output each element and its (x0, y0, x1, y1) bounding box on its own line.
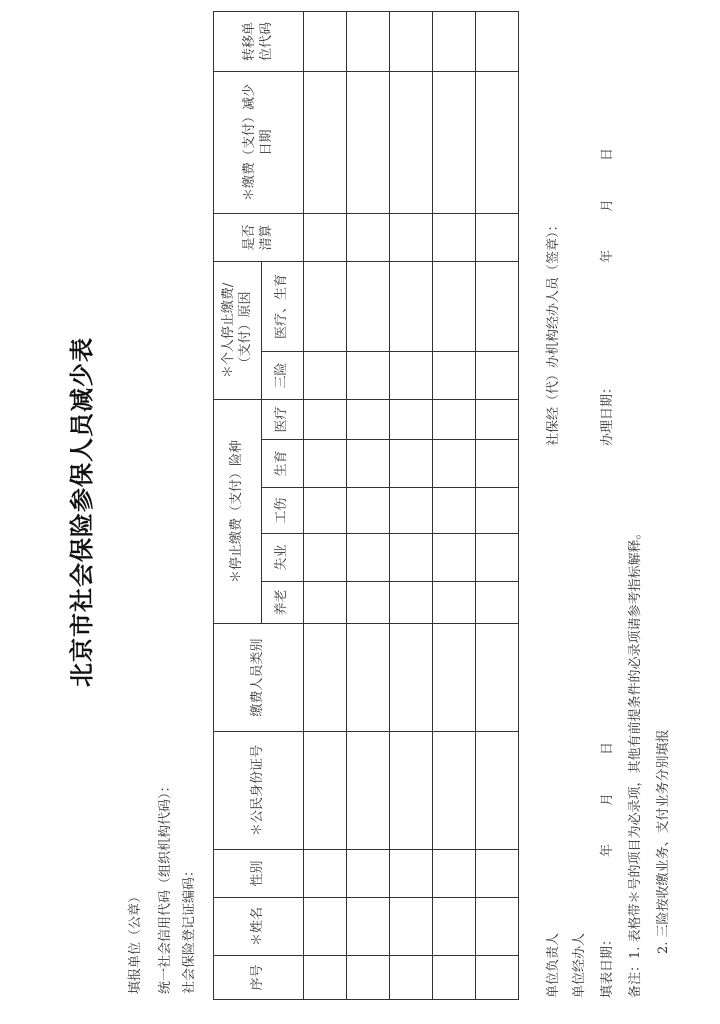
note-line-1: 备注：1. 表格带＊号的项目为必录项，其他有前提条件的必录项请参考指标解释。 (628, 526, 643, 998)
filing-unit-label: 填报单位（公章） (128, 889, 143, 994)
table-cell[interactable] (304, 261, 347, 351)
page-title: 北京市社会保险参保人员减少表 (68, 337, 96, 687)
table-cell[interactable] (390, 351, 433, 399)
table-cell[interactable] (347, 213, 390, 261)
table-cell[interactable] (304, 351, 347, 399)
table-cell[interactable] (433, 71, 476, 213)
table-cell[interactable] (347, 488, 390, 534)
table-cell[interactable] (433, 534, 476, 582)
table-cell[interactable] (390, 11, 433, 71)
table-cell[interactable] (347, 440, 390, 488)
table-cell[interactable] (433, 440, 476, 488)
process-date-month: 月 (600, 198, 615, 212)
col-maternity: 生育 (262, 440, 304, 488)
process-date-day: 日 (600, 147, 615, 161)
table-cell[interactable] (433, 956, 476, 1000)
table-row (347, 11, 390, 999)
table-cell[interactable] (347, 534, 390, 582)
col-name: ＊姓名 (214, 898, 304, 956)
header-row-top (214, 11, 262, 999)
table-cell[interactable] (476, 898, 519, 956)
table-cell[interactable] (347, 582, 390, 624)
col-transfer-code: 转移单位代码 (214, 11, 304, 71)
col-medical: 医疗 (262, 399, 304, 439)
table-cell[interactable] (390, 850, 433, 898)
process-date-line (596, 148, 615, 446)
table-cell[interactable] (433, 582, 476, 624)
col-unemployment: 失业 (262, 534, 304, 582)
table-cell[interactable] (304, 399, 347, 439)
table-cell[interactable] (390, 399, 433, 439)
table-cell[interactable] (433, 11, 476, 71)
table-cell[interactable] (476, 582, 519, 624)
col-pension: 养老 (262, 582, 304, 624)
table-cell[interactable] (390, 261, 433, 351)
col-reduction-date: ＊缴费（支付）减少日期 (214, 71, 304, 213)
table-cell[interactable] (433, 850, 476, 898)
table-cell[interactable] (476, 261, 519, 351)
table-cell[interactable] (433, 488, 476, 534)
table-cell[interactable] (390, 956, 433, 1000)
table-cell[interactable] (304, 488, 347, 534)
reduction-table (213, 11, 519, 1000)
table-cell[interactable] (433, 351, 476, 399)
table-cell[interactable] (476, 71, 519, 213)
col-gender: 性别 (214, 850, 304, 898)
table-cell[interactable] (390, 71, 433, 213)
table-cell[interactable] (433, 624, 476, 732)
table-cell[interactable] (476, 213, 519, 261)
table-cell[interactable] (304, 624, 347, 732)
col-stop-reason-group: ＊个人停止缴费/（支付）原因 (214, 261, 262, 399)
agency-handler-label: 社保经（代）办机构经办人员（签章）： (546, 218, 561, 446)
table-row (390, 11, 433, 999)
unit-handler-label: 单位经办人 (572, 932, 587, 998)
table-cell[interactable] (304, 732, 347, 850)
table-cell[interactable] (304, 71, 347, 213)
table-cell[interactable] (433, 399, 476, 439)
col-work-injury: 工伤 (262, 488, 304, 534)
registration-code-label: 社会保险登记证编码： (182, 863, 197, 994)
table-cell[interactable] (390, 732, 433, 850)
table-cell[interactable] (476, 624, 519, 732)
table-cell[interactable] (304, 898, 347, 956)
table-cell[interactable] (476, 732, 519, 850)
table-cell[interactable] (433, 898, 476, 956)
table-cell[interactable] (304, 850, 347, 898)
table-cell[interactable] (304, 582, 347, 624)
table-cell[interactable] (476, 534, 519, 582)
col-settlement: 是否清算 (214, 213, 304, 261)
table-cell[interactable] (347, 351, 390, 399)
table-cell[interactable] (347, 732, 390, 850)
table-cell[interactable] (476, 488, 519, 534)
table-cell[interactable] (304, 956, 347, 1000)
col-reason-three-insurance: 三险 (262, 351, 304, 399)
table-cell[interactable] (347, 898, 390, 956)
fill-date-month: 月 (600, 792, 615, 806)
process-date-label: 办理日期： (600, 380, 615, 446)
table-cell[interactable] (433, 213, 476, 261)
table-cell[interactable] (304, 11, 347, 71)
table-row (304, 11, 347, 999)
table-cell[interactable] (390, 534, 433, 582)
process-date-year: 年 (600, 249, 615, 263)
fill-date-day: 日 (600, 741, 615, 755)
fill-date-label: 填表日期： (600, 932, 615, 998)
table-cell[interactable] (476, 11, 519, 71)
table-cell[interactable] (476, 351, 519, 399)
table-cell[interactable] (390, 582, 433, 624)
table-cell[interactable] (390, 898, 433, 956)
col-id-number: ＊公民身份证号 (214, 732, 304, 850)
col-reason-medical-maternity: 医疗、生育 (262, 261, 304, 351)
credit-code-label: 统一社会信用代码（组织机构代码）： (158, 779, 173, 994)
table-row (433, 11, 476, 999)
table-cell[interactable] (476, 399, 519, 439)
fill-date-line (596, 742, 615, 998)
table-cell[interactable] (433, 732, 476, 850)
unit-leader-label: 单位负责人 (546, 932, 561, 998)
col-stop-insurance-group: ＊停止缴费（支付）险种 (214, 399, 262, 623)
table-cell[interactable] (347, 261, 390, 351)
table-cell[interactable] (433, 261, 476, 351)
col-payer-category: 缴费人员类别 (214, 624, 304, 732)
table-cell[interactable] (347, 850, 390, 898)
table-cell[interactable] (347, 71, 390, 213)
table-cell[interactable] (304, 534, 347, 582)
table-row (476, 11, 519, 999)
col-seq: 序号 (214, 956, 304, 1000)
table-cell[interactable] (304, 213, 347, 261)
table-cell[interactable] (476, 956, 519, 1000)
table-cell[interactable] (390, 440, 433, 488)
table-cell[interactable] (390, 488, 433, 534)
table-cell[interactable] (476, 850, 519, 898)
table-cell[interactable] (390, 624, 433, 732)
table-cell[interactable] (347, 624, 390, 732)
table-cell[interactable] (347, 956, 390, 1000)
table-cell[interactable] (390, 213, 433, 261)
note-line-2: 2. 三险按收缴业务、支付业务分别填报 (656, 729, 671, 954)
table-cell[interactable] (304, 440, 347, 488)
table-cell[interactable] (347, 399, 390, 439)
table-cell[interactable] (347, 11, 390, 71)
table-cell[interactable] (476, 440, 519, 488)
fill-date-year: 年 (600, 843, 615, 857)
